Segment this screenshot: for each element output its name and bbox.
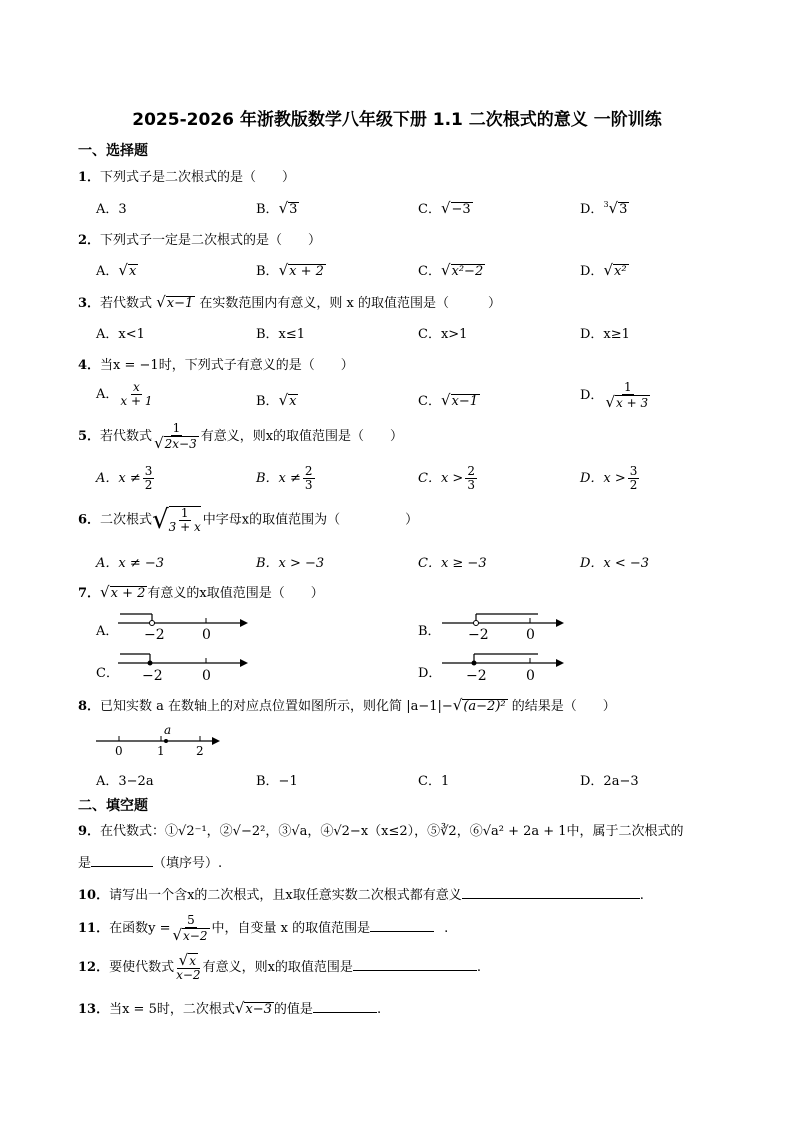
q6-option-b: B．x > −3 bbox=[256, 556, 325, 571]
q4-option-d: D． $\frac{1}{√x + 3}$ bbox=[580, 380, 649, 411]
q7-option-b-label: B． bbox=[418, 624, 441, 639]
q8-option-d: D．2a−3 bbox=[580, 774, 639, 789]
section-choice-heading: 一、选择题 bbox=[78, 143, 148, 159]
q1-option-a: A．3 bbox=[96, 202, 127, 217]
tick-label: 2 bbox=[196, 744, 204, 758]
tick-label: −2 bbox=[142, 668, 163, 684]
q8-option-a: A．3−2a bbox=[96, 774, 154, 789]
q2-option-d: D．√x² bbox=[580, 261, 627, 279]
question-6: 6．二次根式√ $\frac{1}{3 + x}$ 中字母x的取值范围为（ ） bbox=[78, 505, 419, 535]
q5-option-c: C．x > $\frac{2}{3}$ bbox=[418, 464, 475, 492]
tick-label: 0 bbox=[526, 668, 535, 684]
tick-label: 1 bbox=[157, 744, 165, 758]
answer-blank[interactable] bbox=[370, 931, 434, 932]
q2-option-b: B．√x + 2 bbox=[256, 261, 324, 279]
tick-label: 0 bbox=[202, 627, 211, 642]
q1-option-c: C．√−3 bbox=[418, 199, 471, 217]
answer-blank[interactable] bbox=[353, 970, 477, 971]
tick-label: 0 bbox=[202, 668, 211, 684]
q7-option-c-label: C． bbox=[96, 666, 119, 681]
q2-option-c: C．√x²−2 bbox=[418, 261, 484, 279]
q1-option-b: B．√3 bbox=[256, 199, 298, 217]
q8-option-c: C．1 bbox=[418, 774, 450, 789]
question-12: 12．要使代数式 $\frac{√x}{x-2}$ 有意义，则x的取值范围是 . bbox=[78, 951, 482, 982]
q1-option-d: D．$^3$√3 bbox=[580, 199, 628, 217]
q7-number-line-a bbox=[116, 606, 250, 642]
q7-number-line-d bbox=[440, 648, 574, 684]
question-number: 1． bbox=[78, 170, 101, 185]
question-9-answer-line: 是 （填序号）. bbox=[78, 856, 223, 871]
tick-label: 0 bbox=[526, 627, 535, 642]
question-7: 7．√x + 2 有意义的x取值范围是（ ） bbox=[78, 583, 324, 601]
q4-option-c: C．√x−1 bbox=[418, 391, 479, 409]
q3-option-d: D．x≥1 bbox=[580, 327, 630, 342]
q3-option-a: A．x<1 bbox=[96, 327, 145, 342]
tick-label: −2 bbox=[466, 668, 487, 684]
q8-option-b: B．−1 bbox=[256, 774, 298, 789]
page-title: 2025-2026 年浙教版数学八年级下册 1.1 二次根式的意义 一阶训练 bbox=[132, 110, 662, 130]
answer-blank[interactable] bbox=[91, 866, 153, 867]
q5-option-a: A．x ≠ $\frac{3}{2}$ bbox=[96, 464, 153, 492]
q5-option-b: B．x ≠ $\frac{2}{3}$ bbox=[256, 464, 313, 492]
q7-option-d-label: D． bbox=[418, 666, 442, 681]
q5-option-d: D．x > $\frac{3}{2}$ bbox=[580, 464, 638, 492]
q7-option-a-label: A． bbox=[96, 624, 119, 639]
question-13: 13．当x = 5时，二次根式√x−3 的值是 . bbox=[78, 999, 382, 1017]
question-2: 2．下列式子一定是二次根式的是（ ） bbox=[78, 233, 322, 248]
tick-label: 0 bbox=[115, 744, 123, 758]
question-11: 11．在函数y = $\frac{5}{√x-2}$ 中，自变量 x 的取值范围是 . bbox=[78, 913, 449, 944]
answer-blank[interactable] bbox=[462, 898, 640, 899]
question-1 bbox=[78, 166, 295, 185]
q6-option-d: D．x < −3 bbox=[580, 556, 650, 571]
question-4: 4．当x = −1时，下列式子有意义的是（ ） bbox=[78, 358, 354, 373]
q6-option-a: A．x ≠ −3 bbox=[96, 556, 165, 571]
q3-option-c: C．x>1 bbox=[418, 327, 468, 342]
q6-option-c: C．x ≥ −3 bbox=[418, 556, 487, 571]
tick-label: −2 bbox=[144, 627, 165, 642]
section-fill-heading: 二、填空题 bbox=[78, 798, 148, 814]
question-5: 5．若代数式 $\frac{1}{√2x-3}$ 有意义，则x的取值范围是（ ） bbox=[78, 421, 404, 452]
question-text: 下列式子是二次根式的是（ ） bbox=[100, 170, 296, 185]
q2-option-a: A．√x bbox=[96, 261, 137, 279]
q8-number-line bbox=[94, 722, 224, 758]
q4-option-a: A． $\frac{x}{x + 1}$ bbox=[96, 380, 153, 408]
q4-option-b: B．√x bbox=[256, 391, 297, 409]
question-8: 8．已知实数 a 在数轴上的对应点位置如图所示，则化简 |a−1|−√(a−2)² 的结果是（ ） bbox=[78, 696, 616, 714]
q7-number-line-c bbox=[116, 648, 250, 684]
answer-blank[interactable] bbox=[313, 1012, 377, 1013]
q7-number-line-b bbox=[440, 606, 574, 642]
question-9: 9．在代数式：①√2⁻¹，②√−2²，③√a，④√2−x（x≤2），⑤∛2，⑥√a² + 2a + 1中，属于二次根式的 bbox=[78, 824, 684, 839]
q3-option-b: B．x≤1 bbox=[256, 327, 306, 342]
question-3: 3．若代数式 √x−1 在实数范围内有意义，则 x 的取值范围是（ ） bbox=[78, 293, 501, 311]
tick-label: −2 bbox=[468, 627, 489, 642]
question-10: 10．请写出一个含x的二次根式，且x取任意实数二次根式都有意义 . bbox=[78, 888, 644, 903]
point-label: a bbox=[164, 723, 172, 737]
